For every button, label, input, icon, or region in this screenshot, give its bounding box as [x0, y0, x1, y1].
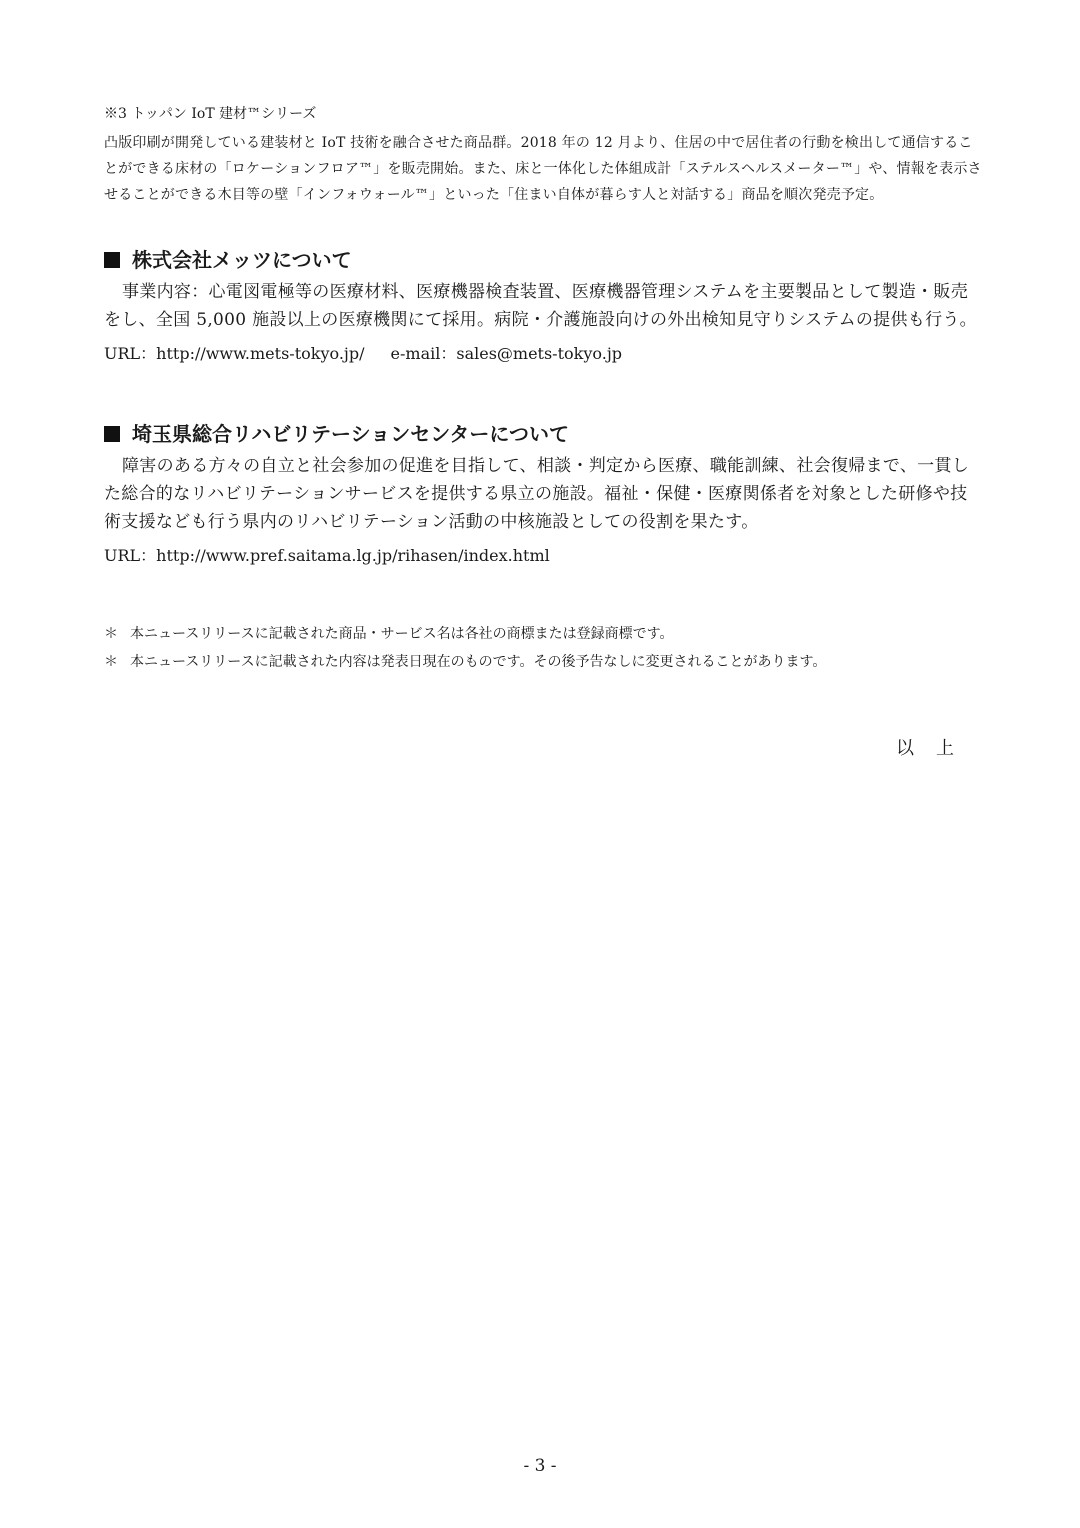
footnote-text: 本ニュースリリースに記載された内容は発表日現在のものです。その後予告なしに変更されることがあります。: [130, 654, 827, 670]
footnote-mark: ＊: [104, 654, 118, 670]
footnote: [104, 622, 984, 646]
footnote-text: 本ニュースリリースに記載された商品・サービス名は各社の商標または登録商標です。: [130, 626, 674, 642]
square-bullet-icon: [104, 252, 120, 268]
note-body: 凸版印刷が開発している建装材と IoT 技術を融合させた商品群。2018 年の 12 月より、住居の中で居住者の行動を検出して通信することができる床材の「ロケーションフロア™」を販売開始。また、床と一体化した体組成計「ステルスヘルスメーター™」や、情報を表示させることができる木目等の壁「インフォウォール™」といった「住まい自体が暮らす人と対話する」商品を順次発売予定。: [104, 135, 982, 203]
footnote-mark: ＊: [104, 626, 118, 642]
contact-line: [104, 340, 984, 368]
email-link[interactable]: e-mail：sales@mets-tokyo.jp: [390, 344, 623, 363]
contact-line: [104, 542, 984, 570]
website-link[interactable]: URL：http://www.pref.saitama.lg.jp/rihasen/index.html: [104, 546, 550, 565]
section-heading: [104, 246, 984, 274]
footnotes: [104, 622, 984, 678]
section-heading-text: 株式会社メッツについて: [132, 248, 352, 272]
section-mets: [104, 246, 984, 368]
closing-mark: 以上: [896, 738, 976, 759]
section-body: [104, 278, 984, 334]
square-bullet-icon: [104, 426, 120, 442]
website-link[interactable]: URL：http://www.mets-tokyo.jp/: [104, 344, 365, 363]
footnote: [104, 650, 984, 674]
section-heading-text: 埼玉県総合リハビリテーションセンターについて: [132, 422, 569, 446]
section-saitama-rehab: [104, 420, 984, 570]
page-number: - 3 -: [523, 1456, 557, 1476]
trademark-note: [104, 104, 984, 208]
section-body-text: 事業内容：心電図電極等の医療材料、医療機器検査装置、医療機器管理システムを主要製品として製造・販売をし、全国 5,000 施設以上の医療機関にて採用。病院・介護施設向けの外出検知見守りシステムの提供も行う。: [104, 282, 977, 330]
section-heading: [104, 420, 984, 448]
section-body: [104, 452, 984, 536]
note-title: ※3 トッパン IoT 建材™シリーズ: [104, 106, 317, 122]
section-body-text: 障害のある方々の自立と社会参加の促進を目指して、相談・判定から医療、職能訓練、社会復帰まで、一貫した総合的なリハビリテーションサービスを提供する県立の施設。福祉・保健・医療関係者を対象とした研修や技術支援なども行う県内のリハビリテーション活動の中核施設としての役割を果たす。: [104, 456, 970, 532]
